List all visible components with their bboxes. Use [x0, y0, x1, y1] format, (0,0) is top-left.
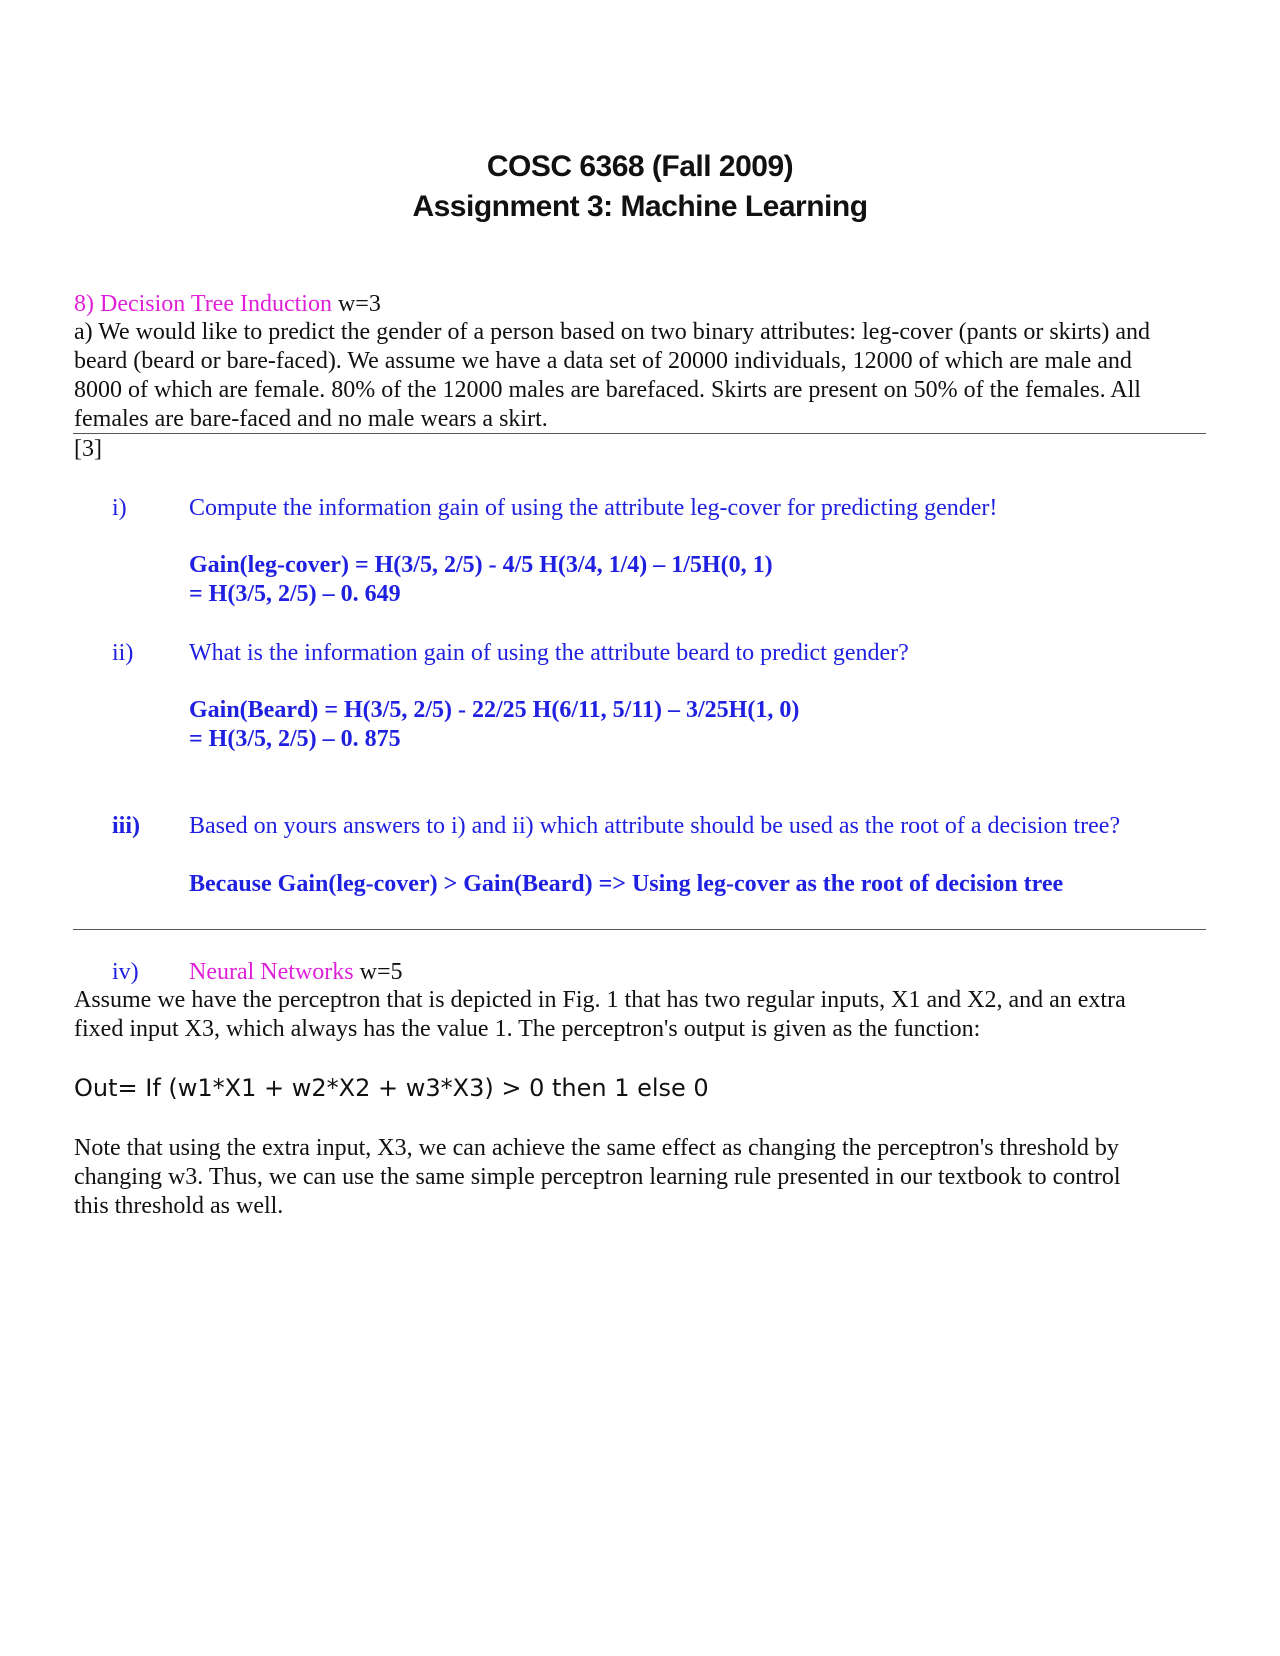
title-line-2: Assignment 3: Machine Learning: [412, 190, 868, 223]
horizontal-rule: [73, 433, 1206, 434]
question-3-number: iii): [112, 813, 140, 839]
perceptron-formula: Out= If (w1*X1 + w2*X2 + w3*X3) > 0 then 1 else 0: [74, 1074, 709, 1102]
question-1-answer-line-1: Gain(leg-cover) = H(3/5, 2/5) - 4/5 H(3/4, 1/4) – 1/5H(0, 1): [189, 552, 773, 578]
question-2-answer-line-2: = H(3/5, 2/5) – 0. 875: [189, 726, 401, 752]
question-4-heading-row: [189, 958, 403, 987]
question-1-text: Compute the information gain of using the attribute leg-cover for predicting gender!: [189, 495, 998, 521]
section-8-heading-row: [74, 290, 1204, 319]
neural-networks-heading: Neural Networks: [189, 959, 354, 985]
section-8-para-line: 8000 of which are female. 80% of the 12000 males are barefaced. Skirts are present on 50% of the females. All: [74, 377, 1141, 403]
note-line: Note that using the extra input, X3, we can achieve the same effect as changing the perceptron's threshold by: [74, 1135, 1119, 1161]
section-8-heading: 8) Decision Tree Induction: [74, 291, 332, 317]
section-8-weight: w=3: [337, 291, 381, 317]
question-4-para-line: fixed input X3, which always has the value 1. The perceptron's output is given as the function:: [74, 1016, 981, 1042]
question-4-para-line: Assume we have the perceptron that is depicted in Fig. 1 that has two regular inputs, X1 and X2, and an extra: [74, 987, 1126, 1013]
section-8-para-line: females are bare-faced and no male wears a skirt.: [74, 406, 548, 432]
note-line: this threshold as well.: [74, 1193, 284, 1219]
question-2-answer-line-1: Gain(Beard) = H(3/5, 2/5) - 22/25 H(6/11, 5/11) – 3/25H(1, 0): [189, 697, 800, 723]
title-line-1: COSC 6368 (Fall 2009): [486, 150, 794, 183]
section-8-para-line: a) We would like to predict the gender of a person based on two binary attributes: leg-cover (pants or skirts) and: [74, 319, 1150, 345]
question-3-answer: Because Gain(leg-cover) > Gain(Beard) => Using leg-cover as the root of decision tree: [189, 871, 1064, 897]
question-3-text: Based on yours answers to i) and ii) which attribute should be used as the root of a decision tree?: [189, 813, 1121, 839]
question-1-answer-line-2: = H(3/5, 2/5) – 0. 649: [189, 581, 401, 607]
neural-networks-weight: w=5: [359, 959, 403, 985]
question-2-text: What is the information gain of using the attribute beard to predict gender?: [189, 640, 909, 666]
section-8-para-line: beard (beard or bare-faced). We assume we have a data set of 20000 individuals, 12000 of which are male and: [74, 348, 1132, 374]
question-2-number: ii): [112, 640, 134, 666]
horizontal-rule: [73, 929, 1206, 930]
note-line: changing w3. Thus, we can use the same simple perceptron learning rule presented in our textbook to control: [74, 1164, 1121, 1190]
question-4-number: iv): [112, 959, 139, 985]
question-1-number: i): [112, 495, 127, 521]
section-8-points: [3]: [74, 436, 102, 462]
